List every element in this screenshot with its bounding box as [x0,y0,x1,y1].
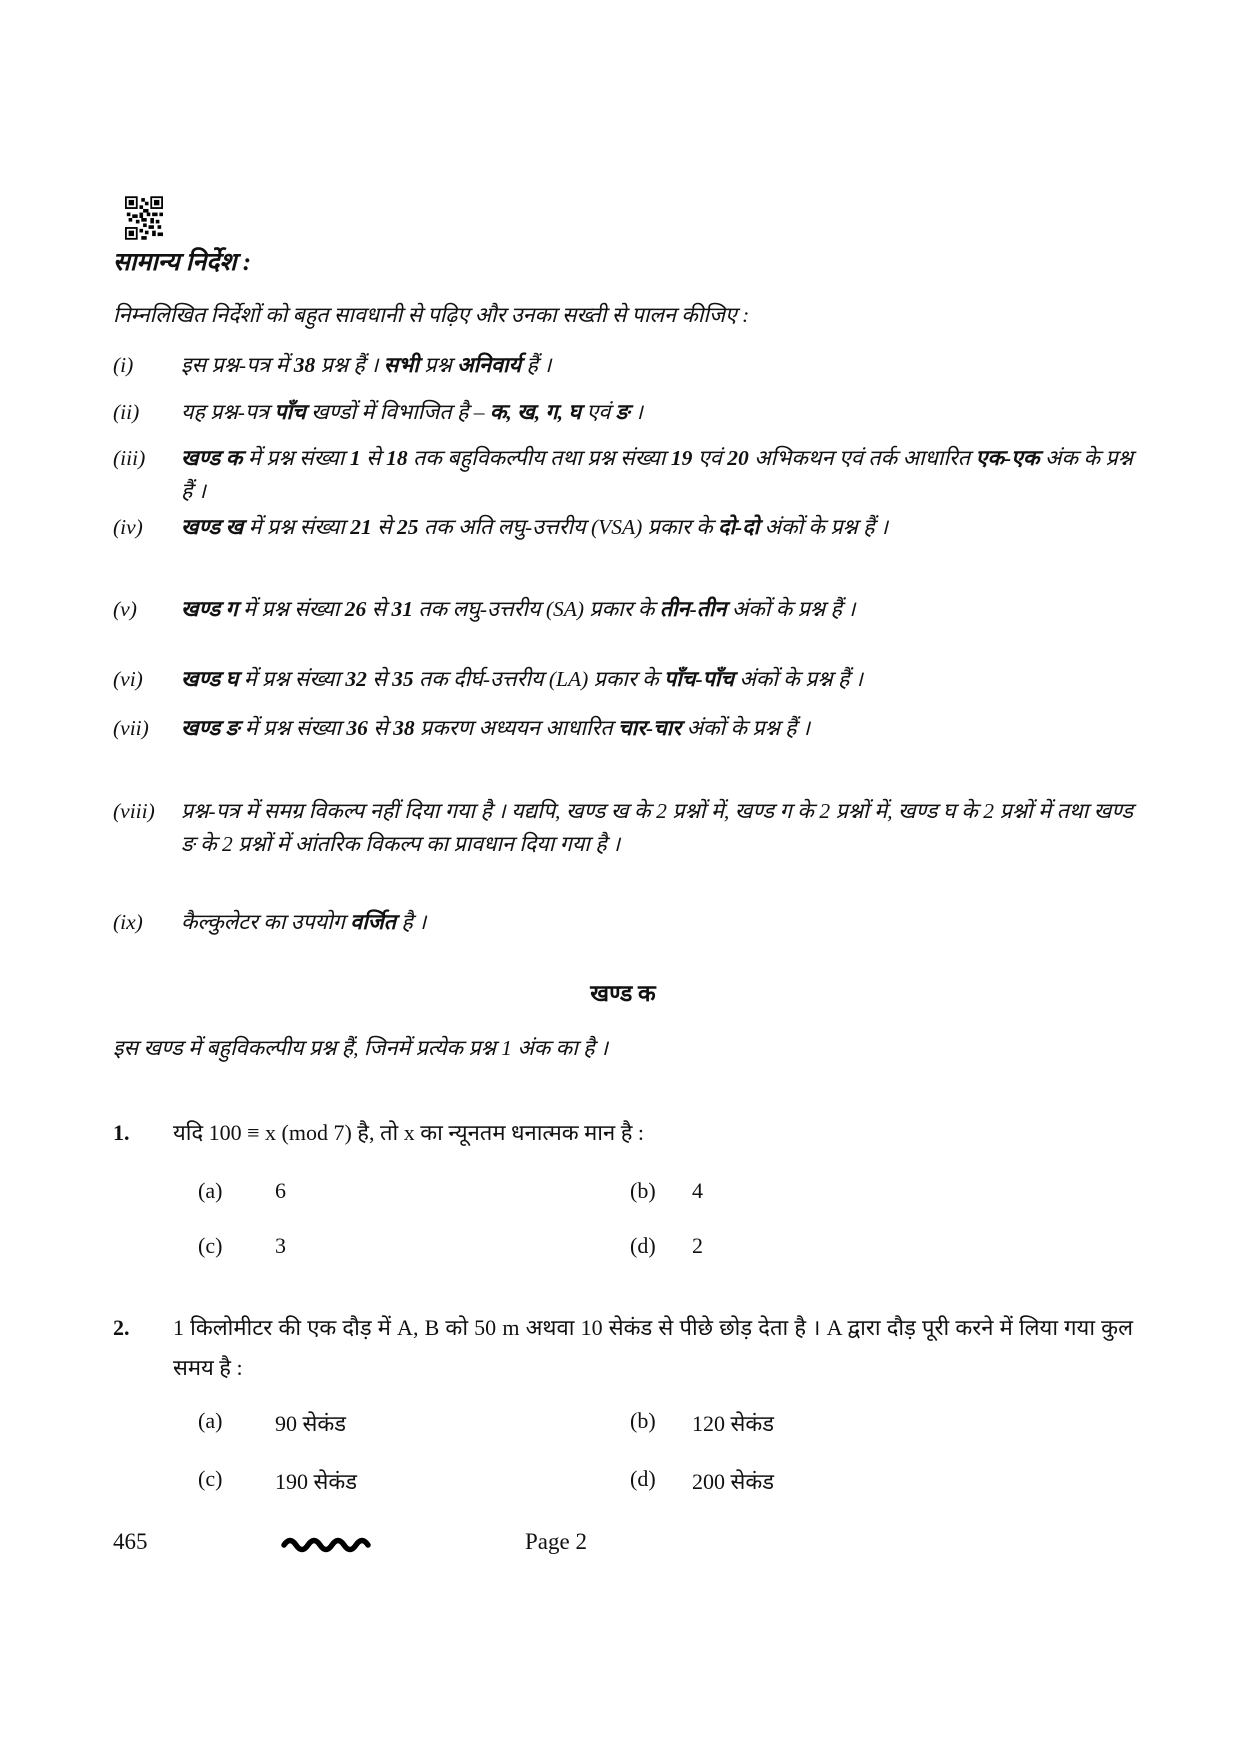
instruction-number: (iii) [113,446,146,470]
instruction-item [113,906,1133,939]
instruction-text: कैल्कुलेटर का उपयोग वर्जित है । [181,910,427,934]
option-a [198,1178,630,1204]
question-number: 2. [113,1315,130,1340]
option-a [198,1408,630,1438]
question-2-options-row-2 [113,1466,1133,1496]
instruction-text: खण्ड क में प्रश्न संख्या 1 से 18 तक बहुविकल्पीय तथा प्रश्न संख्या 19 एवं 20 अभिकथन एवं तर्क आधारित एक-एक अंक के प्रश्न हैं । [181,446,1133,503]
instruction-item [113,396,1133,429]
instruction-item [113,442,1133,508]
qr-code [125,196,163,240]
instruction-number: (iv) [113,515,143,539]
option-c [198,1466,630,1496]
option-value: 200 सेकंड [692,1469,775,1494]
instruction-text: प्रश्न-पत्र में समग्र विकल्प नहीं दिया गया है । यद्यपि, खण्ड ख के 2 प्रश्नों में, खण्ड ग के 2 प्रश्नों में, खण्ड घ के 2 प्रश्नों में तथा खण्ड ङ के 2 प्रश्नों में आंतरिक विकल्प का प्रावधान दिया गया है । [181,799,1133,856]
instruction-text: खण्ड ख में प्रश्न संख्या 21 से 25 तक अति लघु-उत्तरीय (VSA) प्रकार के दो-दो अंकों के प्रश्न हैं । [181,515,889,539]
instruction-number: (v) [113,597,137,621]
instruction-text: यह प्रश्न-पत्र पाँच खण्डों में विभाजित है – क, ख, ग, घ एवं ङ । [181,400,643,424]
option-b [630,1408,774,1438]
option-value: 3 [275,1233,286,1258]
instruction-item [113,712,1133,745]
question-text: 1 किलोमीटर की एक दौड़ में A, B को 50 m अथवा 10 सेकंड से पीछे छोड़ देता है । A द्वारा दौड़ पूरी करने में लिया गया कुल समय है : [173,1315,1133,1380]
option-value: 4 [692,1178,703,1203]
section-heading: खण्ड क [590,981,656,1006]
question-1-options-row-1 [113,1178,1133,1204]
instruction-number: (ix) [113,910,143,934]
instruction-item [113,349,1133,382]
question-1-options-row-2 [113,1233,1133,1259]
question-1 [113,1113,1133,1153]
instruction-number: (vii) [113,716,149,740]
instruction-number: (i) [113,353,134,377]
option-label: (b) [630,1178,656,1203]
instruction-item [113,511,1133,544]
option-label: (d) [630,1466,656,1491]
option-c [198,1233,630,1259]
instruction-text: खण्ड ग में प्रश्न संख्या 26 से 31 तक लघु-उत्तरीय (SA) प्रकार के तीन-तीन अंकों के प्रश्न हैं । [181,597,856,621]
option-value: 190 सेकंड [275,1469,358,1494]
option-label: (d) [630,1233,656,1258]
instructions-heading: सामान्य निर्देश : [113,249,252,276]
wave-scribble-icon [278,1533,378,1553]
instruction-number: (vi) [113,667,143,691]
option-b [630,1178,703,1204]
instructions-intro: निम्नलिखित निर्देशों को बहुत सावधानी से पढ़िए और उनका सख्ती से पालन कीजिए : [113,303,750,327]
option-label: (a) [198,1408,223,1433]
option-d [630,1466,774,1496]
question-text: यदि 100 ≡ x (mod 7) है, तो x का न्यूनतम धनात्मक मान है : [173,1120,645,1145]
instruction-text: खण्ड घ में प्रश्न संख्या 32 से 35 तक दीर्घ-उत्तरीय (LA) प्रकार के पाँच-पाँच अंकों के प्रश्न हैं । [181,667,863,691]
section-description: इस खण्ड में बहुविकल्पीय प्रश्न हैं, जिनमें प्रत्येक प्रश्न 1 अंक का है । [113,1036,609,1060]
option-label: (c) [198,1233,223,1258]
instruction-number: (viii) [113,799,155,823]
option-label: (c) [198,1466,223,1491]
option-value: 90 सेकंड [275,1411,347,1436]
option-value: 120 सेकंड [692,1411,775,1436]
option-d [630,1233,703,1259]
paper-code: 465 [113,1529,148,1554]
instruction-item [113,795,1133,861]
question-2 [113,1308,1133,1388]
question-number: 1. [113,1120,130,1145]
option-value: 6 [275,1178,286,1203]
option-label: (b) [630,1408,656,1433]
instruction-item [113,663,1133,696]
option-value: 2 [692,1233,703,1258]
instruction-item [113,593,1133,626]
instruction-text: खण्ड ङ में प्रश्न संख्या 36 से 38 प्रकरण अध्ययन आधारित चार-चार अंकों के प्रश्न हैं । [181,716,811,740]
option-label: (a) [198,1178,223,1203]
question-2-options-row-1 [113,1408,1133,1438]
instruction-text: इस प्रश्न-पत्र में 38 प्रश्न हैं । सभी प्रश्न अनिवार्य हैं । [181,353,552,377]
page-number-label: Page 2 [525,1529,587,1554]
instruction-number: (ii) [113,400,140,424]
